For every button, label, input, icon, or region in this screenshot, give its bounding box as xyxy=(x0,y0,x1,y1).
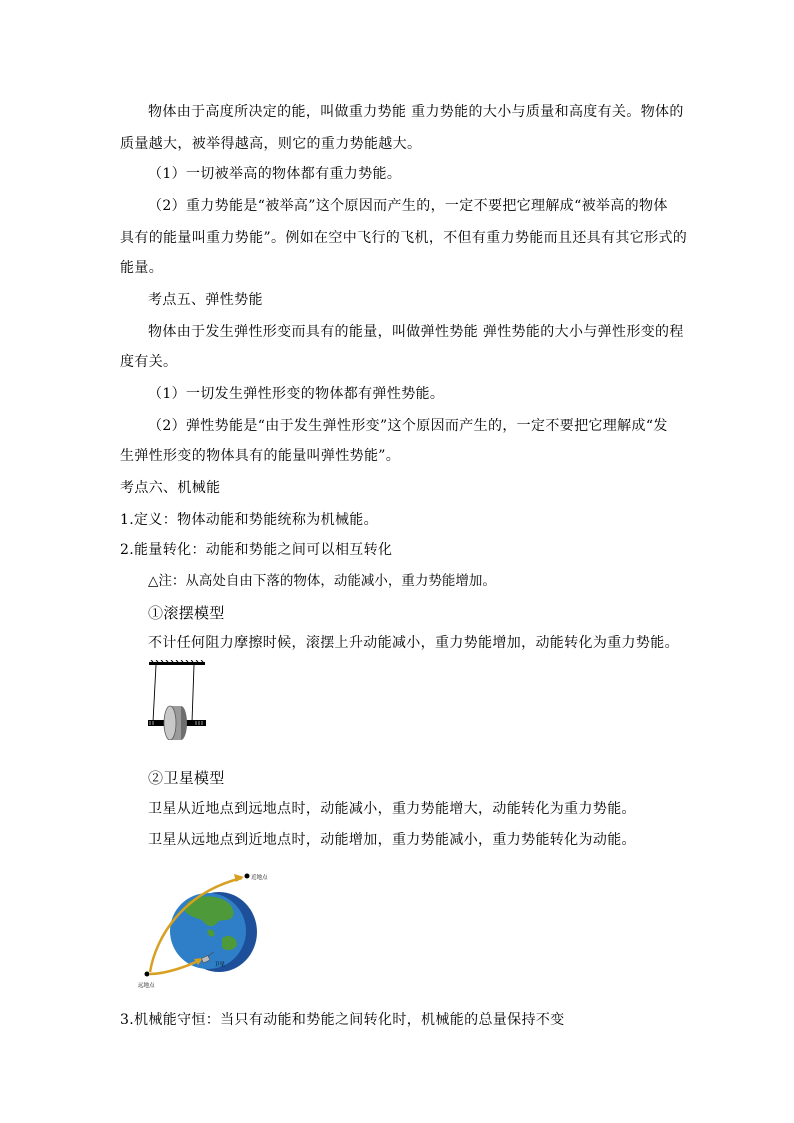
apogee-label: 远地点 xyxy=(138,983,155,989)
model-satellite-title: ②卫星模型 xyxy=(148,769,225,787)
paragraph-elastic-point1: （1）一切发生弹性形变的物体都有弹性势能。 xyxy=(148,386,445,402)
ceiling-bar xyxy=(149,662,205,665)
perigee-dot xyxy=(245,874,250,879)
string-right xyxy=(192,665,194,722)
paragraph-gravity-point1: （1）一切被举高的物体都有重力势能。 xyxy=(148,166,402,182)
model-satellite-text1: 卫星从近地点到远地点时，动能减小，重力势能增大，动能转化为重力势能。 xyxy=(148,801,636,817)
apogee-dot xyxy=(145,972,150,977)
paragraph-elastic-line1: 物体由于发生弹性形变而具有的能量，叫做弹性势能 弹性势能的大小与弹性形变的程 xyxy=(148,324,684,340)
satellite-orbit-figure xyxy=(136,868,286,1000)
maxwell-pendulum-figure xyxy=(148,660,206,740)
perigee-label: 近地点 xyxy=(251,875,268,881)
ceiling-hatching xyxy=(151,660,203,662)
conservation-line: 3.机械能守恒：当只有动能和势能之间转化时，机械能的总量保持不变 xyxy=(120,1012,565,1028)
model-pendulum-title: ①滚摆模型 xyxy=(148,604,225,622)
paragraph-elastic-point2-line2: 生弹性形变的物体具有的能量叫弹性势能”。 xyxy=(120,448,401,464)
paragraph-elastic-line2: 度有关。 xyxy=(120,354,178,370)
note-line: △注：从高处自由下落的物体，动能减小，重力势能增加。 xyxy=(148,573,496,589)
satellite-label: 卫星 xyxy=(214,962,226,968)
paragraph-gravity-point2-line2: 具有的能量叫重力势能”。例如在空中飞行的飞机，不但有重力势能而且还具有其它形式的 xyxy=(120,230,688,246)
paragraph-gravity-point2-line3: 能量。 xyxy=(120,260,164,276)
definition-line: 1.定义：物体动能和势能统称为机械能。 xyxy=(120,512,379,528)
conversion-line: 2.能量转化：动能和势能之间可以相互转化 xyxy=(120,542,393,558)
string-left xyxy=(153,665,156,722)
section-heading-mechanical: 考点六、机械能 xyxy=(120,480,221,496)
paragraph-gravity-line1: 物体由于高度所决定的能，叫做重力势能 重力势能的大小与质量和高度有关。物体的 xyxy=(148,104,684,120)
model-pendulum-text: 不计任何阻力摩擦时候，滚摆上升动能减小，重力势能增加，动能转化为重力势能。 xyxy=(148,635,679,651)
section-heading-elastic: 考点五、弹性势能 xyxy=(148,292,263,308)
paragraph-elastic-point2-line1: （2）弹性势能是“由于发生弹性形变”这个原因而产生的，一定不要把它理解成“发 xyxy=(148,418,668,434)
wheel-front xyxy=(164,706,176,740)
model-satellite-text2: 卫星从远地点到近地点时，动能增加，重力势能减小，重力势能转化为动能。 xyxy=(148,832,636,848)
paragraph-gravity-point2-line1: （2）重力势能是“被举高”这个原因而产生的，一定不要把它理解成“被举高的物体 xyxy=(148,198,668,214)
paragraph-gravity-line2: 质量越大，被举得越高，则它的重力势能越大。 xyxy=(120,136,422,152)
